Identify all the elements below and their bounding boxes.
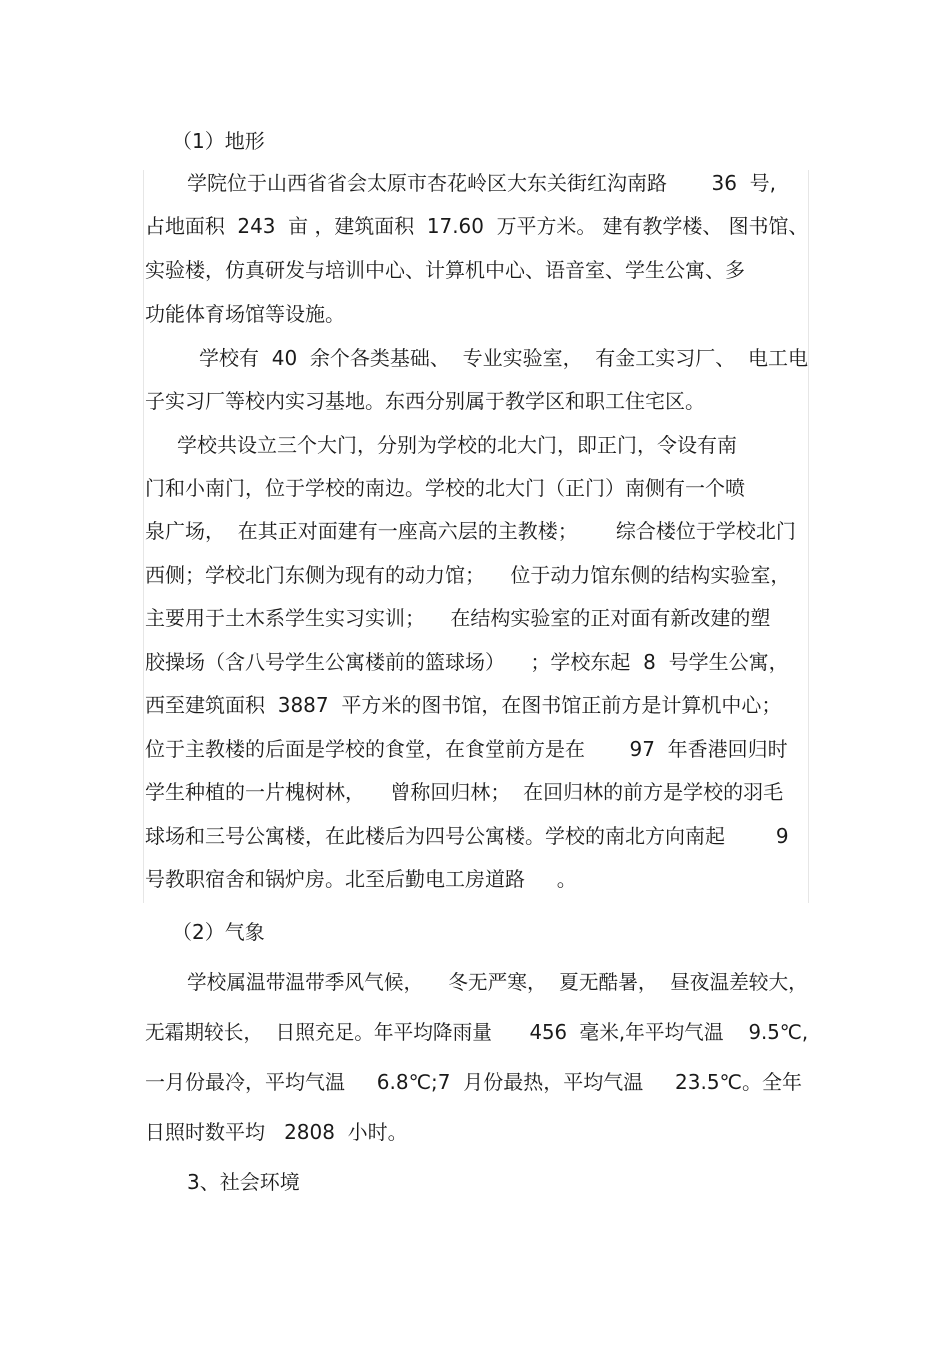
terrain-p2-line-2: 子实习厂等校内实习基地。东西分别属于教学区和职工住宅区。 xyxy=(145,389,705,413)
climate-line-1: 学校属温带温带季风气候， 冬无严寒， 夏无酷暑， 昼夜温差较大， xyxy=(187,970,808,994)
terrain-p3-line-4: 西侧；学校北门东侧为现有的动力馆； 位于动力馆东侧的结构实验室， xyxy=(145,563,791,587)
terrain-p1-line-3: 实验楼，仿真研发与培训中心、计算机中心、语音室、学生公寓、多 xyxy=(145,258,745,282)
terrain-p3-line-11: 号教职宿舍和锅炉房。北至后勤电工房道路 。 xyxy=(145,867,577,891)
terrain-p3-line-9: 学生种植的一片槐树林， 曾称回归林； 在回归林的前方是学校的羽毛 xyxy=(145,780,784,804)
terrain-p1-line-2: 占地面积 243 亩 ，建筑面积 17.60 万平方米。 建有教学楼、 图书馆、 xyxy=(145,214,809,238)
section-heading-terrain: （1）地形 xyxy=(172,129,265,153)
terrain-p1-line-1: 学院位于山西省省会太原市杏花岭区大东关街红沟南路 36 号, xyxy=(187,171,777,195)
climate-line-2: 无霜期较长， 日照充足。年平均降雨量 456 毫米,年平均气温 9.5℃, xyxy=(145,1020,809,1044)
terrain-p3-line-10: 球场和三号公寓楼，在此楼后为四号公寓楼。学校的南北方向南起 9 xyxy=(145,824,789,848)
section-heading-social: 3、社会环境 xyxy=(187,1170,300,1194)
terrain-p1-line-4: 功能体育场馆等设施。 xyxy=(145,302,345,326)
climate-line-4: 日照时数平均 2808 小时。 xyxy=(145,1120,408,1144)
terrain-p3-line-8: 位于主教楼的后面是学校的食堂，在食堂前方是在 97 年香港回归时 xyxy=(145,737,788,761)
terrain-p3-line-5: 主要用于土木系学生实习实训； 在结构实验室的正对面有新改建的塑 xyxy=(145,606,771,630)
terrain-p3-line-6: 胶操场（含八号学生公寓楼前的篮球场） ；学校东起 8 号学生公寓， xyxy=(145,650,789,674)
terrain-p2-line-1: 学校有 40 余个各类基础、 专业实验室， 有金工实习厂、 电工电 xyxy=(199,346,809,370)
terrain-p3-line-2: 门和小南门，位于学校的南边。学校的北大门（正门）南侧有一个喷 xyxy=(145,476,745,500)
terrain-p3-line-3: 泉广场， 在其正对面建有一座高六层的主教楼； 综合楼位于学校北门 xyxy=(145,519,796,543)
terrain-p3-line-7: 西至建筑面积 3887 平方米的图书馆，在图书馆正前方是计算机中心； xyxy=(145,693,782,717)
climate-line-3: 一月份最冷，平均气温 6.8℃;7 月份最热，平均气温 23.5℃。全年 xyxy=(145,1070,803,1094)
section-heading-climate: （2）气象 xyxy=(172,920,265,944)
terrain-p3-line-1: 学校共设立三个大门，分别为学校的北大门，即正门，令设有南 xyxy=(177,433,737,457)
